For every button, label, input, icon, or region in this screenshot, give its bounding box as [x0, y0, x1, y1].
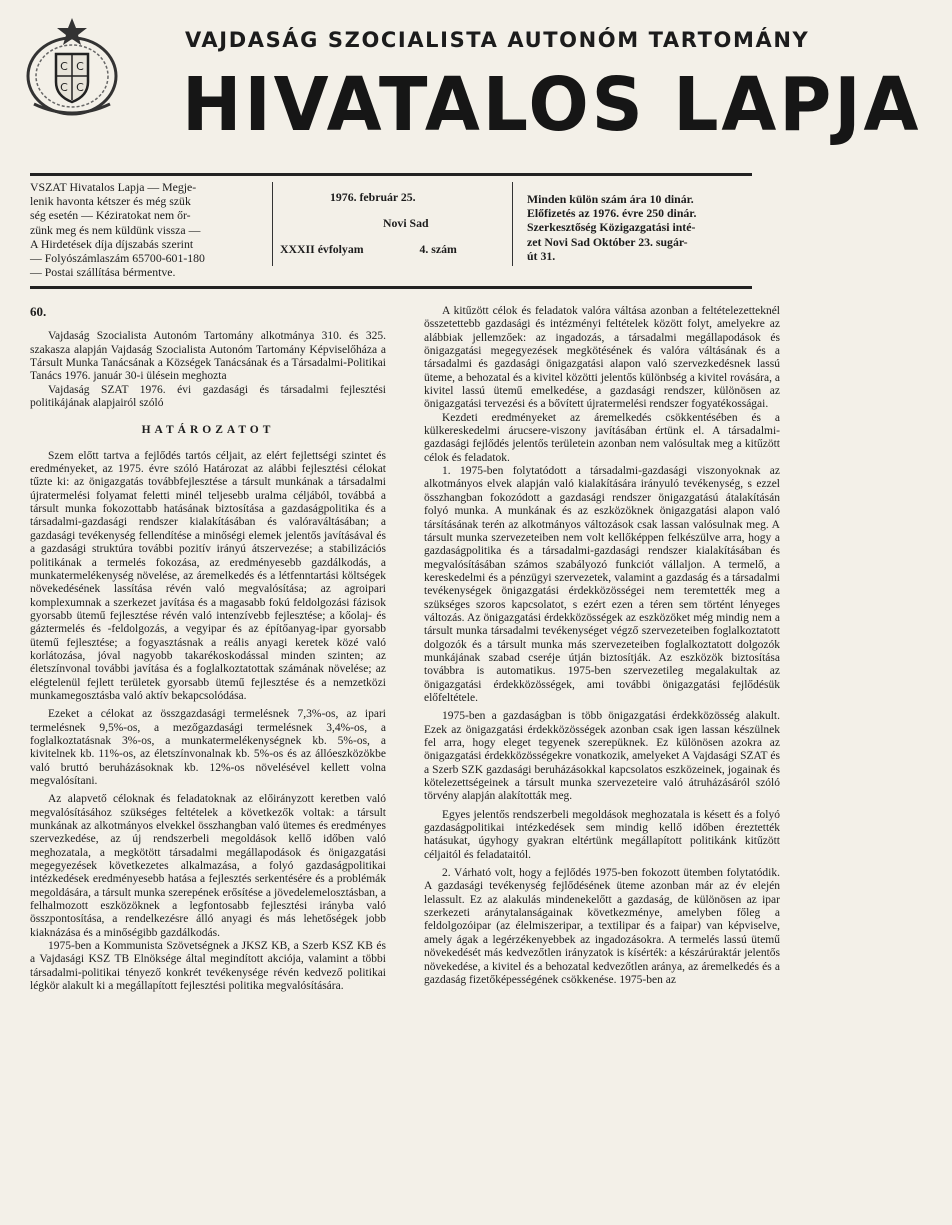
header-separator [512, 182, 513, 266]
issue-number: 4. szám [419, 242, 457, 257]
info-line: VSZAT Hivatalos Lapja — Megje- [30, 180, 197, 194]
decision-title: HATÁROZATOT [141, 424, 275, 437]
masthead-title [182, 58, 922, 152]
masthead-title-text: HIVATALOS LAPJA [182, 62, 922, 148]
body-paragraph: 1. 1975-ben folytatódott a társadalmi-gazdasági viszonyoknak az alkotmányos elvek alapján való kialakítására irányuló tevékenység, s ezzel összhangban fokozódott a gazdasági rendszer önigazgatású átalakításán folyó munka. A munkának és az eszközöknek önigazgatási alapon való társításának terén az alkotmányos változások csak lassan valósulnak meg. A társult munka szervezeteiben nem volt kellőképpen felkészülve arra, hogy a gazdaságpolitika és a társadalmi-gazdasági rendszer kialakításában és megvalósításában számos szabályozó funkciót vállaljon. A termelő, a kereskedelmi és a pénzügyi szervezetek, valamint a gazdaság és a társadalmi tevékenységek önigazgatási érdekközösségei nem teremtették meg a szükséges szoros kapcsolatot, s ezért ezen a téren sem történt lényeges változás. Az önigazgatási érdekközösségek az eszközöket még mindig nem a társult munka társadalmi tevékenységet végző szervezeteiben foglalkoztatott dolgozók és a társult munka más szervezeteiben foglalkoztatott dolgozók munkájának szabad cseréje útján biztosítják. Az eszközök biztosítása továbbra is automatikus. 1975-ben szervezetileg megalakultak az önigazgatási érdekközösségek, ami további önigazgatási fejlődésük előfeltétele. [424, 465, 780, 704]
svg-text:C: C [76, 81, 84, 94]
info-line: zet Novi Sad Október 23. sugár- [527, 234, 688, 249]
body-paragraph: Egyes jelentős rendszerbeli megoldások meghozatala is késett és a folyó gazdaságpolitikai intézkedések sem mindig kellő időben éreztették hatásukat, úgyhogy gyakran eltértünk megállapított politikánk kitűzött céljaitól és feladataitól. [424, 808, 780, 861]
subscription-info [527, 180, 755, 263]
info-line: zünk meg és nem küldünk vissza — [30, 222, 201, 237]
preamble-paragraph: Vajdaság SZAT 1976. évi gazdasági és társadalmi fejlesztési politikájának alapjairól szóló [30, 383, 386, 410]
info-line: Minden külön szám ára 10 dinár. [527, 192, 694, 206]
issue-date: 1976. február 25. [330, 190, 416, 204]
header-top-rule [30, 173, 752, 176]
coat-of-arms-icon [22, 14, 122, 118]
issue-info [280, 180, 510, 257]
publication-info [30, 180, 270, 279]
header-separator [272, 182, 273, 266]
body-paragraph: Ezeket a célokat az összgazdasági termelésnek 7,3%-os, az ipari termelésnek 9,5%-os, a mezőgazdasági termelésnek 3,4%-os, a foglalkoztatásnak 3%-os, a munkatermelékenységnek kb. 5%-os, a kivitelnek kb. 11%-os, az életszínvonalnak kb. 5%-os és az állóeszközökbe való bruttó beruházásoknak kb. 12%-os növelésével kellett volna megvalósítani. [30, 708, 386, 787]
body-paragraph: 2. Várható volt, hogy a fejlődés 1975-ben fokozott ütemben folytatódik. A gazdasági tevékenység fejlődésének üteme azonban már az év elején lelassult. Ez az alakulás mindenekelőtt a gazdaság, de különösen az ipar szerkezeti aránytalanságainak következménye, amelyben főleg a feldolgozóipar (az élelmiszeripar, a textilipar és a faipar) van képviselve, amely ágak a legérzékenyebbek az ingadozásokra. A termelés lassú ütemű növekedését más kedvezőtlen irányzatok is kísérték: a készárúraktár jelentős növekedése, a kivitel és a behozatal kedvezőtlen aránya, az áremelkedés és a gazdaság fizetőképességének csökkenése. 1975-ben az [424, 867, 780, 986]
info-line: Szerkesztőség Közigazgatási inté- [527, 220, 696, 235]
body-paragraph: Kezdeti eredményeket az áremelkedés csökkentésében és a külkereskedelmi árucsere-viszony javításában értünk el. A társadalmi-gazdasági fejlődés jelentős területein azonban nem valósultak meg a kitűzött célok és feladatok. [424, 411, 780, 464]
preamble-paragraph: Vajdaság Szocialista Autonóm Tartomány alkotmánya 310. és 325. szakasza alapján Vajdaság Szocialista Autonóm Tartomány Képviselőháza a Társult Munka Tanácsának a Községek Tanácsának és a Társadalmi-Politikai Tanács 1976. január 30-i ülésein meghozta [30, 330, 386, 383]
body-paragraph: 1975-ben a gazdaságban is több önigazgatási érdekközösség alakult. Ezek az önigazgatási érdekközösségek azonban csak igen lassan készülnek fel arra, hogy eleget tegyenek szerepüknek. Ez különösen azokra az önigazgatási érdekközösségekre vonatkozik, amelyeket A Vajdasági SZAT és a Szerb SZK gazdasági beruházásokkal kapcsolatos eszközeinek, jogainak és kötelezettségeinek a társult munka szervezeteire való átruházásáról szóló törvény alapján alakították meg. [424, 710, 780, 803]
info-line: — Postai szállítása bérmentve. [30, 265, 176, 280]
info-line: lenik havonta kétszer és még szük [30, 194, 191, 209]
body-paragraph: Az alapvető céloknak és feladatoknak az előirányzott keretben való megvalósításához szükséges feltételek a következők voltak: a társult munkának az alkotmányos elvekkel összhangban való ütemes és eredményes szervezkedése, az új rendszerbeli megoldások kellő időben való meghozatala, a megkötött társadalmi megállapodások és önigazgatási megegyezések következetes alkalmazása, a folyó gazdaságpolitikai intézkedések eredményesebb hatása a fejlesztés serkentésére és a problémák megoldására, a társult munka szerepének erősítése a jövedelemelosztásban, a felhalmozott eszközöknek a legfontosabb fejlesztési irányba való összpontosítása, a rendelkezésre álló anyagi és más lehetőségek jobb kiaknázása és a minőségibb gazdálkodás. [30, 793, 386, 939]
left-column [30, 305, 386, 994]
info-line: ség esetén — Kéziratokat nem őr- [30, 208, 191, 223]
svg-text:C: C [60, 60, 68, 73]
info-line: út 31. [527, 248, 556, 263]
body-paragraph: Szem előtt tartva a fejlődés tartós céljait, az elért fejlettségi szintet és eredményeket, az 1975. évre szóló Határozat az alábbi fejlesztési célokat tűzte ki: az önigazgatás továbbfejlesztése a társult munkának a társadalmi újratermelési folyamat feletti minél teljesebb uralma céljából, továbbá a társult munka fokozottabb hatásának biztosítása a gazdaságpolitika és a társadalmi-gazdasági rendszer kialakításában és valóraváltásában; a gazdasági tevékenység fellendítése a minőségi elemek jelentős javításával és a gazdasági struktúra további pozitív irányú átszervezése; a stabilizációs politikának a termelés fokozása, az eredményesebb gazdálkodás, a munkatermelékenység növelése, az áremelkedés és a létfenntartási költségek növekedésének lassítása révén való megvalósítása; az agroipari komplexumnak a szerkezet javítása és a magasabb fokú feldolgozási fázisok gyorsabb ütemű fejlesztése révén való intenzívebb fejlesztése; a kőolaj- és gáztermelés és -feldolgozás, a vegyipar és az építőanyag-ipar gyorsabb ütemű fejlesztése; a fogyasztásnak a reális anyagi keretek közé való korlátozása, jóval nagyobb takarékoskodással minden szinten; az életszínvonal további javítása és a foglalkoztatottak számának növelése; az elégtelenül fejlett területek gyorsabb ütemű fejlesztése és a nemzetközi munkamegosztásba való aktív bekapcsolódása. [30, 449, 386, 702]
info-line: A Hirdetések díja díjszabás szerint [30, 236, 194, 251]
svg-text:C: C [76, 60, 84, 73]
body-paragraph: 1975-ben a Kommunista Szövetségnek a JKSZ KB, a Szerb KSZ KB és a Vajdasági KSZ TB Elnöksége által megindított akciója, valamint a többi társadalmi-politikai tényező konkrét tevékenysége révén kedvező politikai légkör alakult ki a megállapított fejlesztési politika megvalósítására. [30, 940, 386, 993]
issue-city: Novi Sad [383, 216, 429, 231]
svg-text:C: C [60, 81, 68, 94]
issue-volume-line [280, 242, 510, 256]
info-line: Előfizetés az 1976. évre 250 dinár. [527, 206, 697, 221]
article-number: 60. [30, 304, 47, 319]
info-line: — Folyószámlaszám 65700-601-180 [30, 251, 205, 266]
masthead-supertitle: VAJDASÁG SZOCIALISTA AUTONÓM TARTOMÁNY [185, 28, 810, 52]
right-column [424, 305, 780, 987]
issue-volume: XXXII évfolyam [280, 242, 364, 257]
body-paragraph: A kitűzött célok és feladatok valóra váltása azonban a feltételezetteknél összetettebb gazdasági és intézményi feltételek között folyt, amelyekre az alábbiak jellemzőek: az ingadozás, a társadalmi megállapodások és önigazgatási megegyezések megkötésének és valóra váltásának és a társadalmi és gazdasági önigazgatási alapon való szervezkedésnek lassú üteme, a behozatal és a kivitel közötti jelentős különbség a kivitel rovására, a kivitel lassú ütemű emelkedése, a gazdasági rendszer, különösen az önigazgatási tervezési és a bővített újratermelési rendszer fogyatékosságai. [424, 305, 780, 411]
header-bottom-rule [30, 286, 752, 289]
